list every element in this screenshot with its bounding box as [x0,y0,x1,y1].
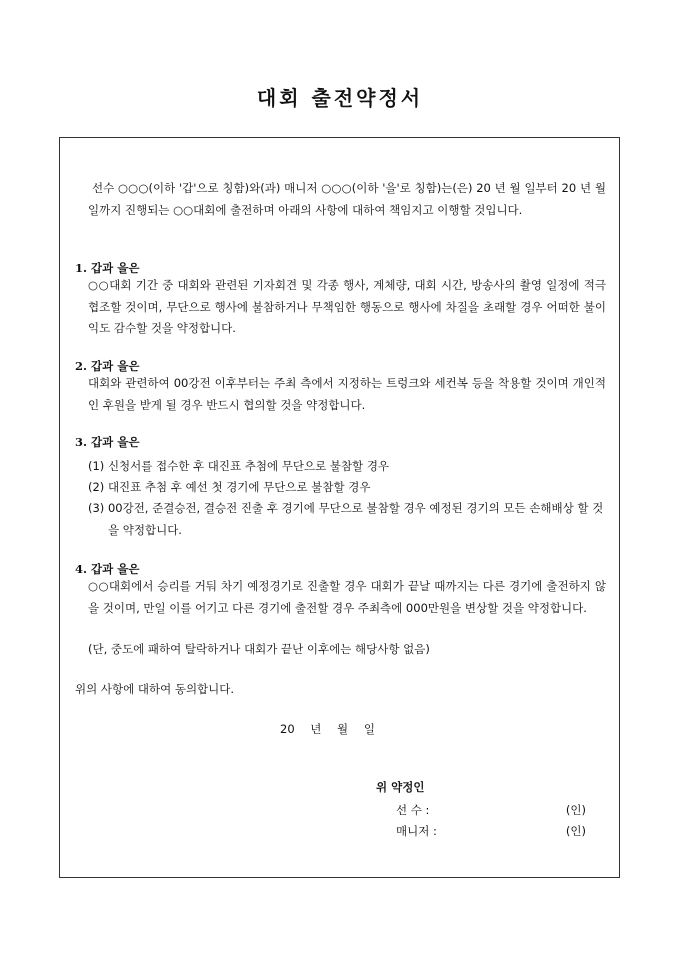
player-label: 선 수 : [396,803,430,817]
section-2-title: 2. 갑과 을은 [75,359,140,373]
intro-paragraph: 선수 ○○○(이하 '갑'으로 칭함)와(과) 매니저 ○○○(이하 '을'로 칭함)는(은) 20 년 월 일부터 20 년 월 일까지 진행되는 ○○대회에 출전하며 아래의 사항에 대하여 책임지고 이행할 것입니다. [88,181,606,217]
signature-title: 위 약정인 [376,780,425,794]
section-3-item-2: (2) 대진표 추첨 후 예선 첫 경기에 무단으로 불참할 경우 [88,480,371,494]
manager-seal: (인) [565,824,586,838]
section-4-title: 4. 갑과 을은 [75,562,140,576]
section-3-title: 3. 갑과 을은 [75,435,140,449]
date-line: 20 년 월 일 [280,722,375,736]
section-4-note: (단, 중도에 패하여 탈락하거나 대회가 끝난 이후에는 해당사항 없음) [88,642,430,656]
manager-label: 매니저 : [396,824,437,838]
player-seal: (인) [565,803,586,817]
section-4-body: ○○대회에서 승리를 거둬 차기 예정경기로 진출할 경우 대회가 끝날 때까지는 다른 경기에 출전하지 않을 것이며, 만일 이를 어기고 다른 경기에 출전할 경우 주최측에 000만원을 변상할 것을 약정합니다. [88,579,606,615]
section-3-item-3: (3) 00강전, 준결승전, 결승전 진출 후 경기에 무단으로 불참할 경우 예정된 경기의 모든 손해배상 할 것을 약정합니다. [88,501,604,537]
section-1-body: ○○대회 기간 중 대회와 관련된 기자회견 및 각종 행사, 계체량, 대회 시간, 방송사의 촬영 일정에 적극 협조할 것이며, 무단으로 행사에 불참하거나 무책임한 행동으로 행사에 차질을 초래할 경우 어떠한 불이익도 감수할 것을 약정합니다. [88,278,606,335]
section-3-item-1: (1) 신청서를 접수한 후 대진표 추첨에 무단으로 불참할 경우 [88,459,390,473]
document-title: 대회 출전약정서 [256,86,424,110]
agreement-statement: 위의 사항에 대하여 동의합니다. [75,682,235,696]
section-2-body: 대회와 관련하여 00강전 이후부터는 주최 측에서 지정하는 트렁크와 세컨복 등을 착용할 것이며 개인적인 후원을 받게 될 경우 반드시 협의할 것을 약정합니다. [88,376,606,412]
section-1-title: 1. 갑과 을은 [75,261,140,275]
